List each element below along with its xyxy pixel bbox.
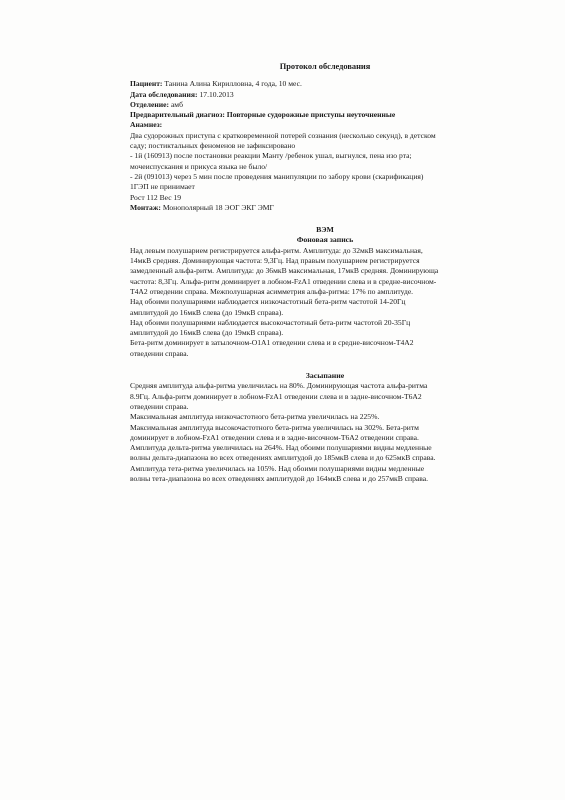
sleep-line: Средняя амплитуда альфа-ритма увеличилась на 80%. Доминирующая частота альфа-ритма: [130, 381, 428, 391]
montage-label: Монтаж:: [130, 202, 161, 212]
background-line: Бета-ритм доминирует в затылочном-O1A1 отведении слева и в средне-височном-T4A2: [130, 338, 414, 348]
background-line: T4A2 отведении справа. Межполушарная асимметрия альфа-ритма: 17% по амплитуде.: [130, 286, 414, 296]
background-line: замедленный альфа-ритм. Амплитуда: до 36мкВ максимальная, 17мкВ средняя. Доминирующа: [130, 266, 439, 276]
background-line: Над обоими полушариями наблюдается высокочастотный бета-ритм частотой 20-35Гц: [130, 317, 411, 327]
background-line: частота: 8,3Гц. Альфа-ритм доминирует в лобном-FzA1 отведении слева и в средне-височном-: [130, 276, 437, 286]
sleep-line: отведении справа.: [130, 401, 189, 411]
sleep-line: Максимальная амплитуда низкочастотного бета-ритма увеличилась на 225%.: [130, 412, 380, 422]
exam-date-field: [130, 90, 520, 100]
anamnesis-line: - 2й (091013) через 5 мин после проведения манипуляции по забору крови (скарификация): [130, 171, 424, 181]
sleep-line: Максимальная амплитуда высокочастотного бета-ритма увеличилась на 302%. Бета-ритм: [130, 422, 419, 432]
diagnosis-label: Предварительный диагноз: Повторные судорожные приступы неуточненные: [130, 110, 396, 120]
department-field: [130, 100, 520, 110]
background-line: амплитудой до 16мкВ слева (до 19мкВ справа).: [130, 328, 284, 338]
anamnesis-text: [130, 131, 520, 193]
department-value: амб: [170, 99, 183, 109]
sleep-line: 8.9Гц. Альфа-ритм доминирует в лобном-FzA1 отведении слева и в задне-височном-T6A2: [130, 391, 422, 401]
anamnesis-line: - 1й (160913) после постановки реакции Манту /ребенок ушал, выгнулся, пена изо рта;: [130, 151, 412, 161]
sleep-text: [130, 381, 520, 484]
background-line: Над левым полушарием регистрируется альфа-ритм. Амплитуда: до 32мкВ максимальная,: [130, 245, 423, 255]
anamnesis-line: саду; постиктальных феноменов не зафиксировано: [130, 141, 296, 151]
sleep-line: доминирует в лобном-FzA1 отведении слева и в задне-височном-T6A2 отведении справа.: [130, 432, 419, 442]
anamnesis-line: мочеиспускания и прикуса языка не было/: [130, 161, 268, 171]
background-text: [130, 246, 520, 359]
exam-date-label: Дата обследования:: [130, 89, 198, 99]
montage-field: [130, 203, 520, 213]
patient-field: [130, 79, 520, 89]
anamnesis-label: Анамнез:: [130, 120, 163, 130]
sleep-line: волны тета-диапазона во всех отведениях амплитудой до 164мкВ слева и до 257мкВ справа.: [130, 473, 429, 483]
anamnesis-line: 1ГЭП не принимает: [130, 182, 195, 192]
background-line: амплитудой до 16мкВ слева (до 19мкВ справа).: [130, 307, 284, 317]
background-line: Над обоими полушариями наблюдается низкочастотный бета-ритм частотой 14-20Гц: [130, 297, 406, 307]
patient-value: Танина Алина Кирилловна, 4 года, 10 мес.: [164, 79, 302, 89]
page-title: Протокол обследования: [279, 62, 371, 71]
protocol-content: [130, 62, 520, 484]
patient-label: Пациент:: [130, 79, 163, 89]
diagnosis-field: [130, 110, 520, 120]
anamnesis-field: [130, 120, 520, 130]
sleep-line: волны дельта-диапазона во всех отведениях амплитудой до 185мкВ слева и до 625мкВ справа.: [130, 453, 436, 463]
anamnesis-line: Два судорожных приступа с кратковременной потерей сознания (несколько секунд), в детском: [130, 130, 436, 140]
height-weight: Рост 112 Вес 19: [130, 192, 182, 202]
exam-date-value: 17.10.2013: [199, 89, 234, 99]
sleep-heading: Засыпание: [305, 371, 345, 381]
background-line: 14мкВ средняя. Доминирующая частота: 9,3Гц. Над правым полушарием регистрируется: [130, 256, 420, 266]
background-line: отведении справа.: [130, 348, 189, 358]
montage-value: Монополярный 18 ЭОГ ЭКГ ЭМГ: [162, 202, 274, 212]
veem-heading: ВЭМ: [316, 225, 334, 235]
sleep-line: Амплитуда тета-ритма увеличилась на 105%. Над обоими полушариями видны медленные: [130, 463, 425, 473]
background-heading: Фоновая запись: [296, 235, 354, 245]
sleep-line: Амплитуда дельта-ритма увеличилась на 264%. Над обоими полушариями видны медленные: [130, 443, 432, 453]
department-label: Отделение:: [130, 99, 170, 109]
